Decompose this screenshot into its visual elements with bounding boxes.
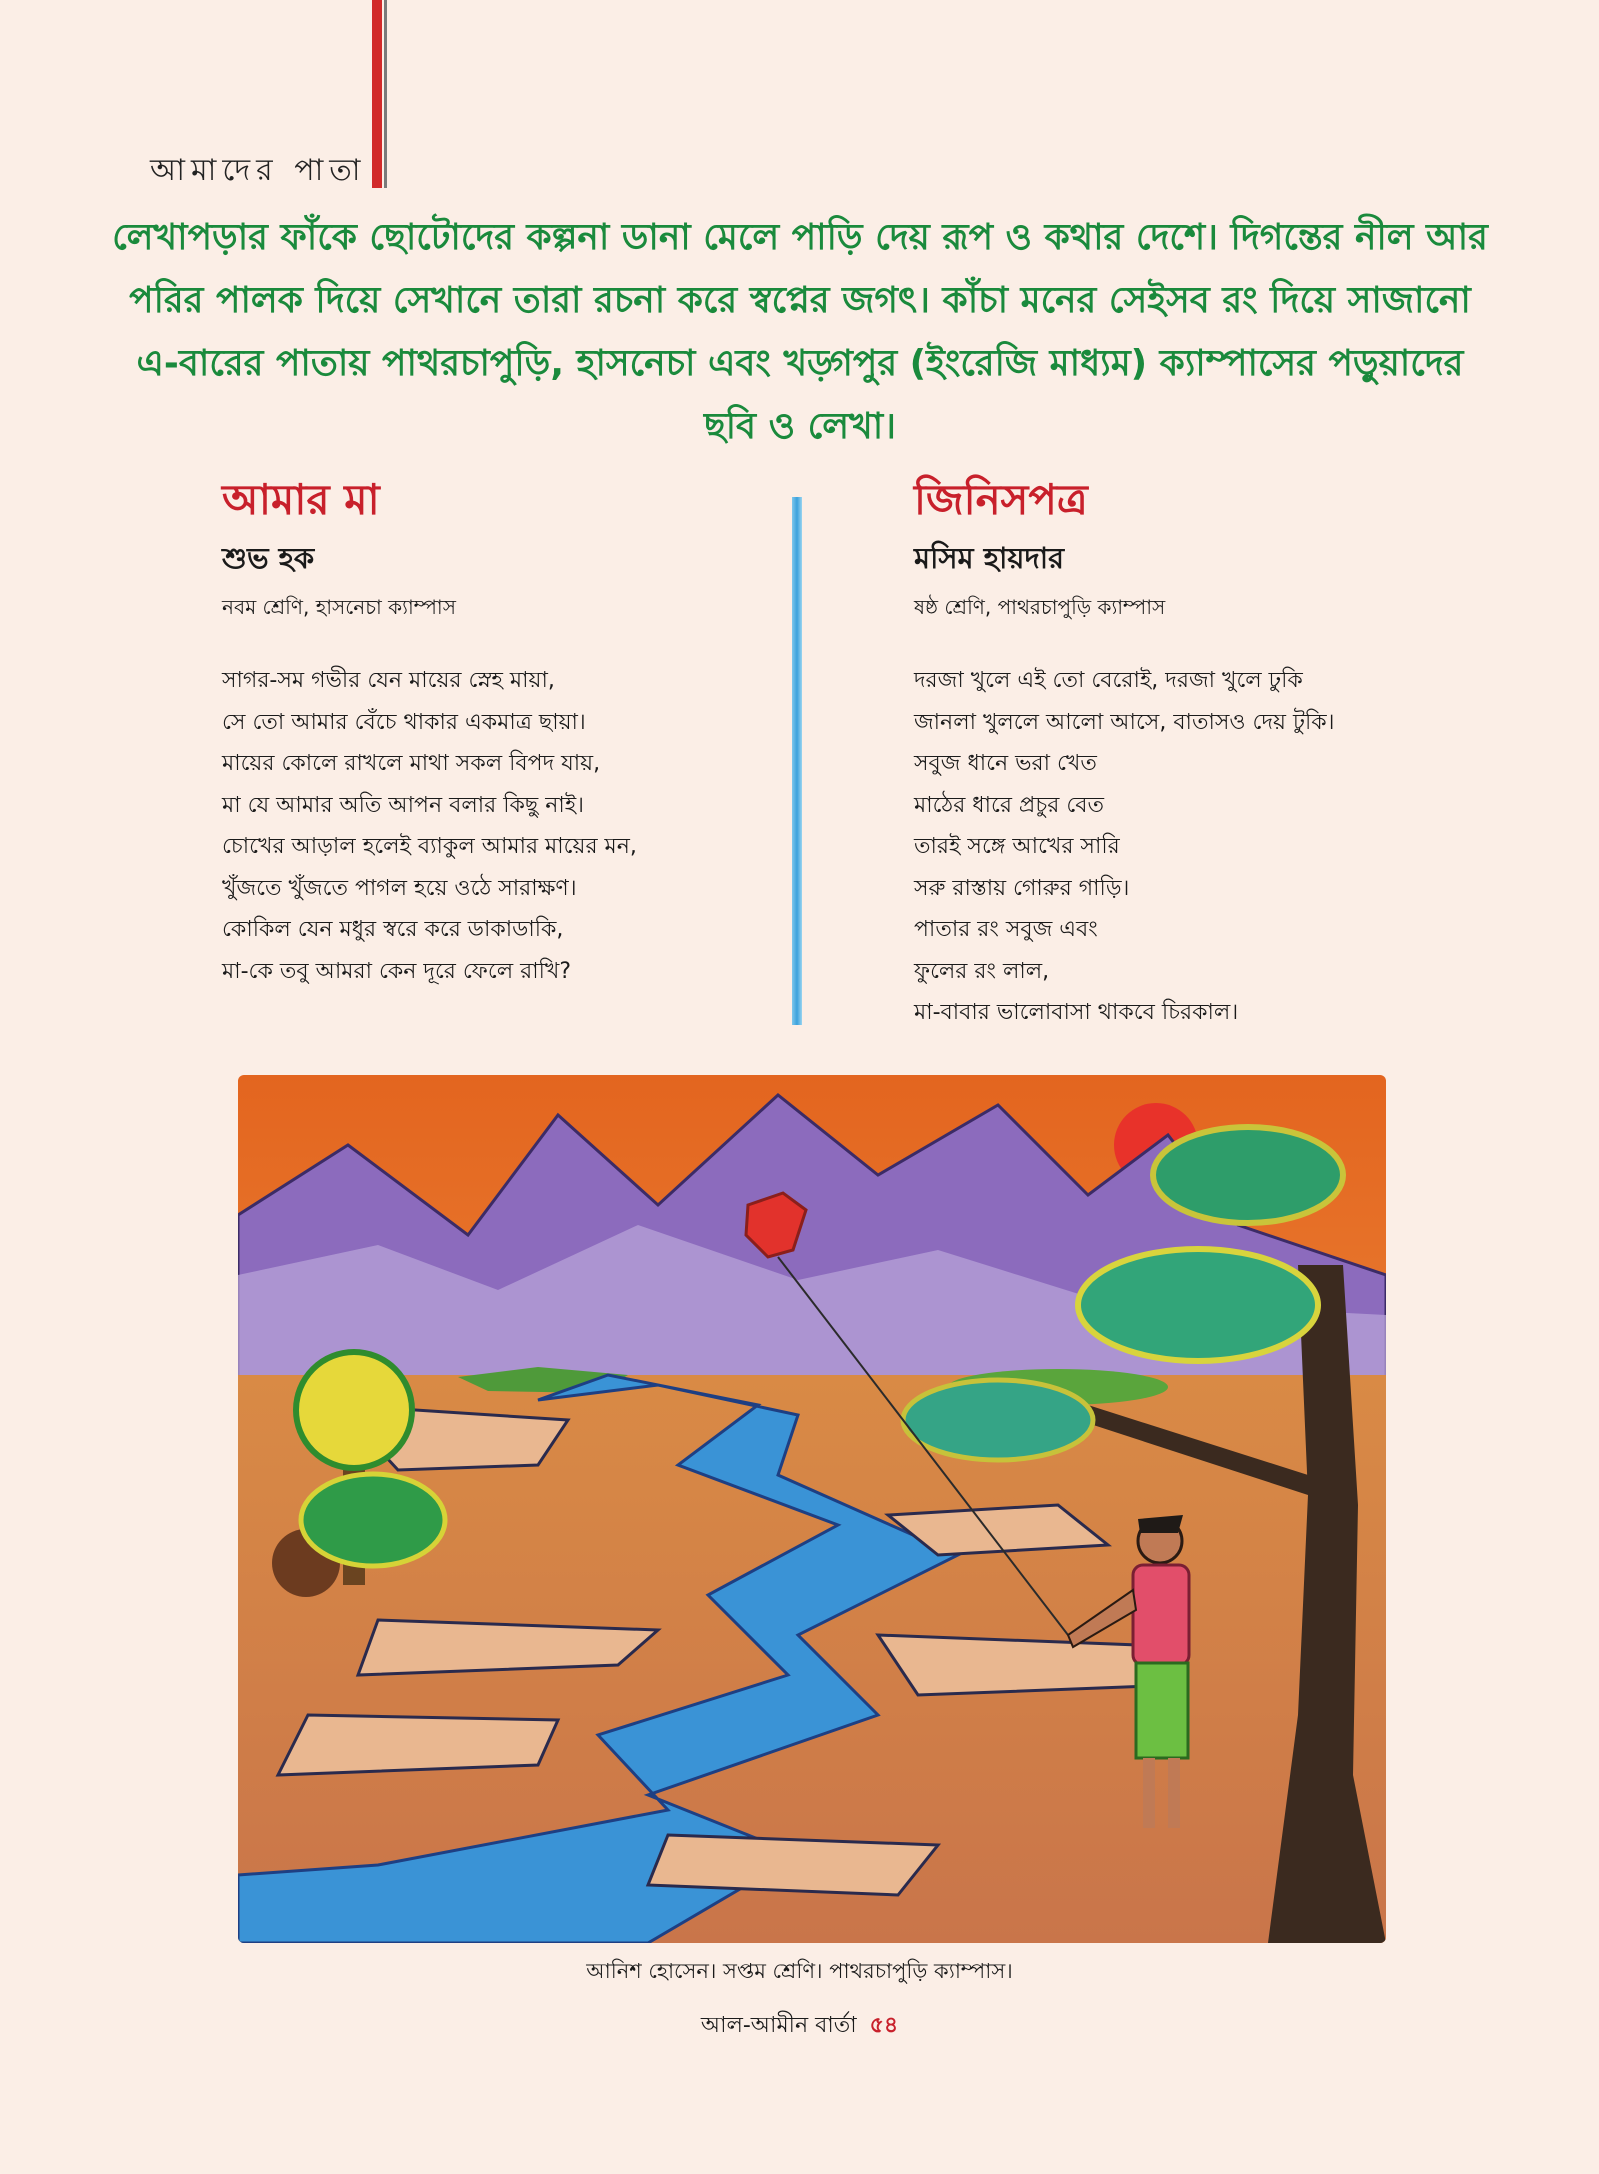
poem-line: মা যে আমার অতি আপন বলার কিছু নাই। <box>222 792 585 818</box>
tree-left <box>296 1352 412 1468</box>
poem-class-campus: ষষ্ঠ শ্রেণি, পাথরচাপুড়ি ক্যাম্পাস <box>914 595 1166 619</box>
boy-leg-right <box>1168 1758 1180 1828</box>
page-footer <box>0 2008 1599 2045</box>
poem-amar-ma <box>222 470 782 992</box>
publication-name: আল-আমীন বার্তা <box>700 2013 857 2038</box>
child-drawing <box>238 1075 1386 1943</box>
column-divider <box>792 497 802 1025</box>
poem-line: সরু রাস্তায় গোরুর গাড়ি। <box>914 875 1130 901</box>
page-number: ৫৪ <box>869 2013 899 2038</box>
poem-line: মা-বাবার ভালোবাসা থাকবে চিরকাল। <box>914 1000 1239 1025</box>
poem-line: সবুজ ধানে ভরা খেত <box>914 751 1097 776</box>
boy-leg-left <box>1143 1758 1155 1828</box>
poem-lines <box>914 660 1474 1034</box>
header-grey-bar <box>384 0 387 188</box>
poem-title: আমার মা <box>222 475 380 524</box>
poem-class-campus: নবম শ্রেণি, হাসনেচা ক্যাম্পাস <box>222 595 456 619</box>
poem-line: মা-কে তবু আমরা কেন দূরে ফেলে রাখি? <box>222 958 572 984</box>
tree-right-lower <box>903 1380 1093 1460</box>
poem-lines <box>222 660 782 992</box>
intro-paragraph: লেখাপড়ার ফাঁকে ছোটোদের কল্পনা ডানা মেলে পাড়ি দেয় রূপ ও কথার দেশে। দিগন্তের নীল আর পরির পালক দিয়ে সেখানে তারা রচনা করে স্বপ্নের জগৎ। কাঁচা মনের সেইসব রং দিয়ে সাজানো এ-বারের পাতায় পাথরচাপুড়ি, হাসনেচা এবং খড়্গপুর (ইংরেজি মাধ্যম) ক্যাম্পাসের পড়ুয়াদের ছবি ও লেখা। <box>112 217 1488 447</box>
poem-line: ফুলের রং লাল, <box>914 958 1050 984</box>
boy-lungi <box>1136 1663 1188 1758</box>
drawing-caption: আনিশ হোসেন। সপ্তম শ্রেণি। পাথরচাপুড়ি ক্যাম্পাস। <box>586 1959 1013 1983</box>
poem-author: মসিম হায়দার <box>914 541 1065 575</box>
poem-line: সে তো আমার বেঁচে থাকার একমাত্র ছায়া। <box>222 709 586 735</box>
poem-line: তারই সঙ্গে আখের সারি <box>914 834 1120 859</box>
landscape-drawing <box>238 1075 1386 1943</box>
tree-left-lower <box>301 1474 445 1566</box>
poem-author: শুভ হক <box>222 541 315 575</box>
boy-shirt <box>1133 1565 1189 1665</box>
tree-right-middle <box>1078 1249 1318 1361</box>
poem-title: জিনিসপত্র <box>914 475 1088 524</box>
poem-line: জানলা খুললে আলো আসে, বাতাসও দেয় টুকি। <box>914 709 1335 735</box>
poem-line: পাতার রং সবুজ এবং <box>914 917 1098 942</box>
poem-line: চোখের আড়াল হলেই ব্যাকুল আমার মায়ের মন, <box>222 834 637 859</box>
poem-line: মাঠের ধারে প্রচুর বেত <box>914 792 1104 818</box>
poem-jinispatra <box>914 470 1474 1034</box>
poem-line: মায়ের কোলে রাখলে মাথা সকল বিপদ যায়, <box>222 751 601 776</box>
tree-right-top <box>1153 1127 1343 1223</box>
poem-line: সাগর-সম গভীর যেন মায়ের স্নেহ মায়া, <box>222 668 555 693</box>
poem-line: দরজা খুলে এই তো বেরোই, দরজা খুলে ঢুকি <box>914 668 1303 693</box>
poem-line: কোকিল যেন মধুর স্বরে করে ডাকাডাকি, <box>222 917 564 942</box>
header-red-bar <box>372 0 382 188</box>
poem-line: খুঁজতে খুঁজতে পাগল হয়ে ওঠে সারাক্ষণ। <box>222 875 577 901</box>
section-label: আমাদের পাতা <box>150 153 367 188</box>
